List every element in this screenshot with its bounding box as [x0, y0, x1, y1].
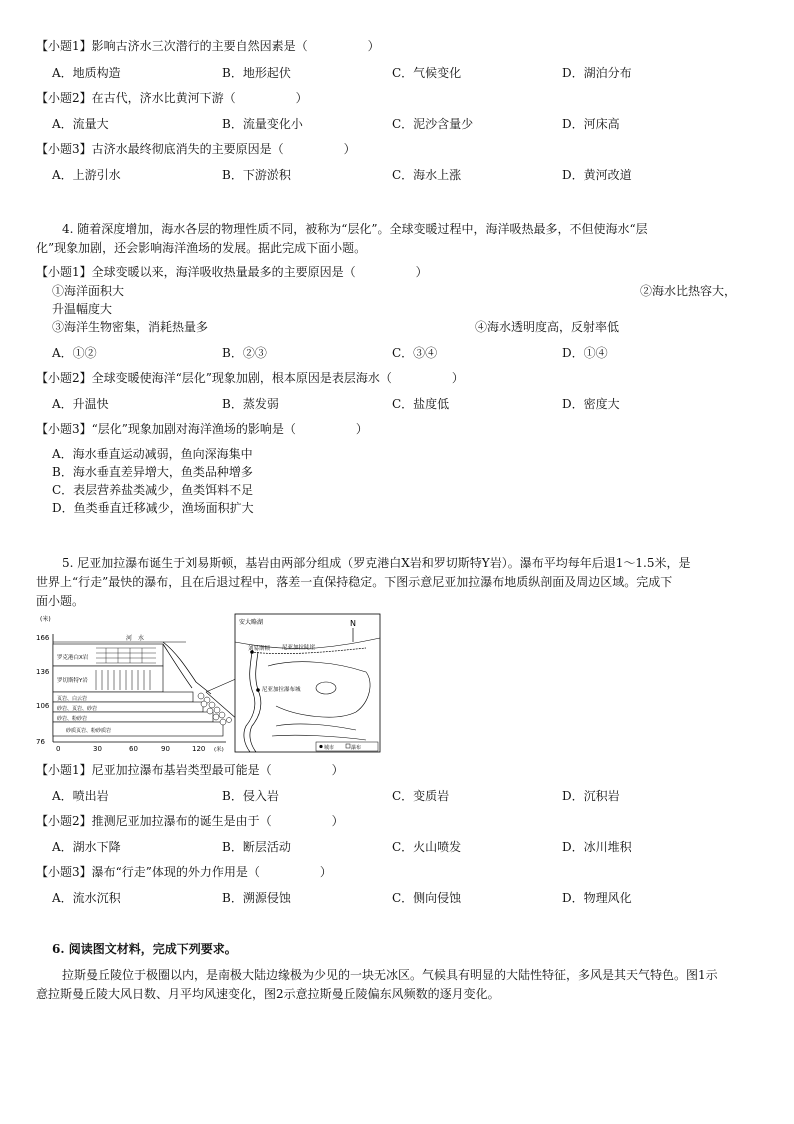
sec4-q2-option-b: B．蒸发弱 — [222, 397, 279, 411]
sec5-q3-option-c: C．侧向侵蚀 — [392, 891, 462, 905]
sec4-q2-option-d: D．密度大 — [562, 397, 620, 411]
sec3-q2-option-d: D．河床高 — [562, 117, 620, 131]
sec3-q2-stem: 【小题2】在古代，济水比黄河下游（ ） — [36, 91, 308, 105]
map-falls-city-label: 尼亚加拉瀑布城 — [262, 687, 301, 693]
x-tick-90: 90 — [161, 745, 170, 753]
sec5-q2-stem: 【小题2】推测尼亚加拉瀑布的诞生是由于（ ） — [36, 814, 344, 828]
map-escarpment-label: 尼亚加拉陡崖 — [282, 645, 316, 651]
sec4-q1-item-3: ③海洋生物密集，消耗热量多 — [52, 320, 209, 334]
y-tick-76: 76 — [36, 738, 45, 746]
sec3-q3-option-a: A．上游引水 — [52, 168, 121, 182]
sec4-q2-stem: 【小题2】全球变暖使海洋“层化”现象加剧，根本原因是表层海水（ ） — [36, 371, 464, 385]
sec5-q1-option-d: D．沉积岩 — [562, 789, 620, 803]
map-lake-label: 安大略湖 — [239, 619, 264, 626]
sec4-intro-line-2: 化”现象加剧，还会影响海洋渔场的发展。据此完成下面小题。 — [36, 241, 367, 255]
sec4-q2-option-a: A．升温快 — [52, 397, 109, 411]
layer-y-label: 罗切斯特Y岩 — [57, 678, 88, 684]
river-label: 河 水 — [126, 635, 145, 642]
sec5-intro-line-2: 世界上“行走”最快的瀑布，且在后退过程中，落差一直保持稳定。下图示意尼亚加拉瀑布地质纵剖面及周边区域。完成下 — [36, 575, 673, 589]
layer-3-label: 页岩、白云岩 — [57, 696, 88, 702]
niagara-figure — [36, 612, 382, 756]
sec4-q1-option-c: C．③④ — [392, 346, 438, 360]
sec3-q1-option-b: B．地形起伏 — [222, 66, 291, 80]
layer-5-label: 砂岩、粉砂岩 — [57, 716, 88, 722]
sec4-q3-option-a: A．海水垂直运动减弱，鱼向深海集中 — [52, 447, 253, 461]
sec3-q1-option-d: D．湖泊分布 — [562, 66, 632, 80]
layer-6-label: 砂质页岩、粉砂质岩 — [66, 728, 112, 734]
sec5-q2-option-c: C．火山喷发 — [392, 840, 462, 854]
sec4-q3-stem: 【小题3】“层化”现象加剧对海洋渔场的影响是（ ） — [36, 422, 368, 436]
y-tick-106: 106 — [36, 702, 50, 710]
sec3-q3-stem: 【小题3】古济水最终彻底消失的主要原因是（ ） — [36, 142, 356, 156]
sec5-q3-stem: 【小题3】瀑布“行走”体现的外力作用是（ ） — [36, 865, 332, 879]
sec4-q1-stem: 【小题1】全球变暖以来，海洋吸收热量最多的主要原因是（ ） — [36, 265, 428, 279]
sec4-q1-item-2-cont: 升温幅度大 — [52, 302, 113, 316]
sec6-paragraph-line-2: 意拉斯曼丘陵大风日数、月平均风速变化，图2示意拉斯曼丘陵偏东风频数的逐月变化。 — [36, 987, 500, 1001]
sec5-q2-option-d: D．冰川堆积 — [562, 840, 632, 854]
sec4-q2-option-c: C．盐度低 — [392, 397, 450, 411]
sec5-intro-line-1: 5. 尼亚加拉瀑布诞生于刘易斯顿，基岩由两部分组成（罗克港白X岩和罗切斯特Y岩）。瀑布平均每年后退1～1.5米，是 — [62, 556, 691, 570]
sec4-q3-option-b: B．海水垂直差异增大，鱼类品种增多 — [52, 465, 253, 479]
sec5-q3-option-b: B．溯源侵蚀 — [222, 891, 291, 905]
sec4-q1-option-d: D．①④ — [562, 346, 608, 360]
sec5-intro-line-3: 面小题。 — [36, 594, 85, 608]
layer-4-label: 砂岩、页岩、砂岩 — [57, 706, 98, 712]
sec4-q1-option-a: A．①② — [52, 346, 97, 360]
sec3-q3-option-c: C．海水上涨 — [392, 168, 462, 182]
sec3-q1-option-a: A．地质构造 — [52, 66, 121, 80]
geologic-cross-section — [36, 615, 232, 753]
sec3-q2-option-a: A．流量大 — [52, 117, 109, 131]
y-tick-166: 166 — [36, 634, 50, 642]
sec4-q3-option-d: D．鱼类垂直迁移减少，渔场面积扩大 — [52, 501, 254, 515]
map-legend-city: 城市 — [324, 745, 335, 751]
map-legend-falls: 瀑布 — [351, 745, 362, 751]
x-tick-30: 30 — [93, 745, 102, 753]
sec5-q3-option-d: D．物理风化 — [562, 891, 632, 905]
sec5-q1-option-b: B．侵入岩 — [222, 789, 279, 803]
sec4-q1-item-1: ①海洋面积大 — [52, 284, 125, 298]
sec4-q1-option-b: B．②③ — [222, 346, 267, 360]
sec3-q3-option-b: B．下游淤积 — [222, 168, 291, 182]
x-axis-unit: (米) — [214, 747, 224, 753]
x-tick-60: 60 — [129, 745, 138, 753]
sec3-q3-option-d: D．黄河改道 — [562, 168, 632, 182]
sec6-paragraph-line-1: 拉斯曼丘陵位于极圈以内，是南极大陆边缘极为少见的一块无冰区。气候具有明显的大陆性特征，多风是其天气特色。图1示 — [62, 968, 718, 982]
sec3-q2-option-b: B．流量变化小 — [222, 117, 303, 131]
x-tick-0: 0 — [56, 745, 61, 753]
y-axis-unit: (米) — [40, 616, 51, 623]
sec5-q2-option-b: B．断层活动 — [222, 840, 291, 854]
map-lewiston-label: 刘易斯顿 — [248, 646, 271, 652]
layer-x-label: 罗克港白X岩 — [57, 655, 89, 661]
sec4-intro-line-1: 4. 随着深度增加，海水各层的物理性质不同，被称为“层化”。全球变暖过程中，海洋吸热最多，不但使海水“层 — [62, 222, 648, 236]
sec3-q1-option-c: C．气候变化 — [392, 66, 462, 80]
sec6-heading: 6. 阅读图文材料，完成下列要求。 — [52, 942, 237, 956]
sec5-q1-option-a: A．喷出岩 — [52, 789, 109, 803]
sec5-q2-option-a: A．湖水下降 — [52, 840, 121, 854]
y-tick-136: 136 — [36, 668, 50, 676]
north-arrow-label: N — [350, 619, 356, 628]
sec4-q1-item-2: ②海水比热容大， — [640, 284, 737, 298]
niagara-area-map — [235, 614, 380, 752]
sec3-q2-option-c: C．泥沙含量少 — [392, 117, 474, 131]
sec5-q1-stem: 【小题1】尼亚加拉瀑布基岩类型最可能是（ ） — [36, 763, 344, 777]
sec5-q3-option-a: A．流水沉积 — [52, 891, 121, 905]
sec5-q1-option-c: C．变质岩 — [392, 789, 450, 803]
sec4-q1-item-4: ④海水透明度高，反射率低 — [475, 320, 620, 334]
sec3-q1-stem: 【小题1】影响古济水三次潜行的主要自然因素是（ ） — [36, 39, 380, 53]
x-tick-120: 120 — [192, 745, 206, 753]
sec4-q3-option-c: C．表层营养盐类减少，鱼类饵料不足 — [52, 483, 254, 497]
